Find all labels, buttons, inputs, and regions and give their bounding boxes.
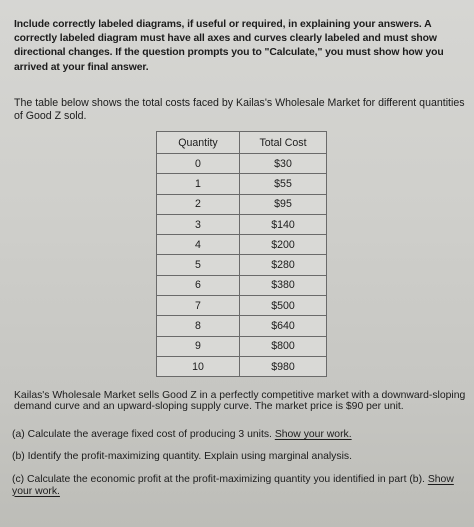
quantity-cell: 8	[157, 316, 240, 336]
quantity-cell: 3	[157, 214, 240, 234]
total-cost-cell: $280	[240, 255, 327, 275]
question-c	[12, 474, 464, 497]
question-a-show-work: Show your work.	[274, 429, 352, 440]
table-row	[157, 214, 327, 234]
instructions-text: Include correctly labeled diagrams, if useful or required, in explaining your answers. A correctly labeled diagram must have all axes and curves clearly labeled and must show directional changes. If the question prompts you to "Calculate," you must show how you arrived at your final answer.	[14, 19, 444, 73]
table-row	[157, 316, 327, 336]
quantity-cell: 0	[157, 154, 240, 174]
quantity-cell: 10	[157, 356, 240, 376]
total-cost-cell: $95	[240, 194, 327, 214]
table-row	[157, 174, 327, 194]
header-total-cost: Total Cost	[240, 132, 327, 154]
total-cost-cell: $55	[240, 174, 327, 194]
table-row	[157, 154, 327, 174]
quantity-cell: 6	[157, 275, 240, 295]
table-row	[157, 296, 327, 316]
market-description: Kailas's Wholesale Market sells Good Z in a perfectly competitive market with a downward-sloping demand curve and an upward-sloping supply curve. The market price is $90 per unit.	[14, 390, 466, 413]
question-b-text: (b) Identify the profit-maximizing quantity. Explain using marginal analysis.	[12, 451, 352, 462]
table-row	[157, 275, 327, 295]
total-cost-cell: $800	[240, 336, 327, 356]
table-row	[157, 194, 327, 214]
table-row	[157, 235, 327, 255]
total-cost-cell: $640	[240, 316, 327, 336]
table-row	[157, 356, 327, 376]
total-cost-cell: $380	[240, 275, 327, 295]
total-cost-cell: $30	[240, 154, 327, 174]
total-cost-cell: $500	[240, 296, 327, 316]
table-row	[157, 336, 327, 356]
question-c-text: (c) Calculate the economic profit at the profit-maximizing quantity you identified in part (b).	[12, 474, 428, 485]
question-a	[12, 429, 464, 441]
header-quantity: Quantity	[157, 132, 240, 154]
intro-text: The table below shows the total costs faced by Kailas's Wholesale Market for different quantities of Good Z sold.	[14, 97, 465, 123]
total-cost-table	[156, 131, 327, 377]
quantity-cell: 5	[157, 255, 240, 275]
quantity-cell: 9	[157, 336, 240, 356]
quantity-cell: 2	[157, 194, 240, 214]
question-b	[12, 451, 464, 463]
total-cost-cell: $140	[240, 214, 327, 234]
quantity-cell: 1	[157, 174, 240, 194]
total-cost-cell: $200	[240, 235, 327, 255]
quantity-cell: 7	[157, 296, 240, 316]
question-a-text: (a) Calculate the average fixed cost of producing 3 units.	[12, 429, 275, 440]
total-cost-cell: $980	[240, 356, 327, 376]
table-header-row	[157, 132, 327, 154]
question-c-show-work: Show your work.	[12, 474, 454, 497]
quantity-cell: 4	[157, 235, 240, 255]
table-row	[157, 255, 327, 275]
